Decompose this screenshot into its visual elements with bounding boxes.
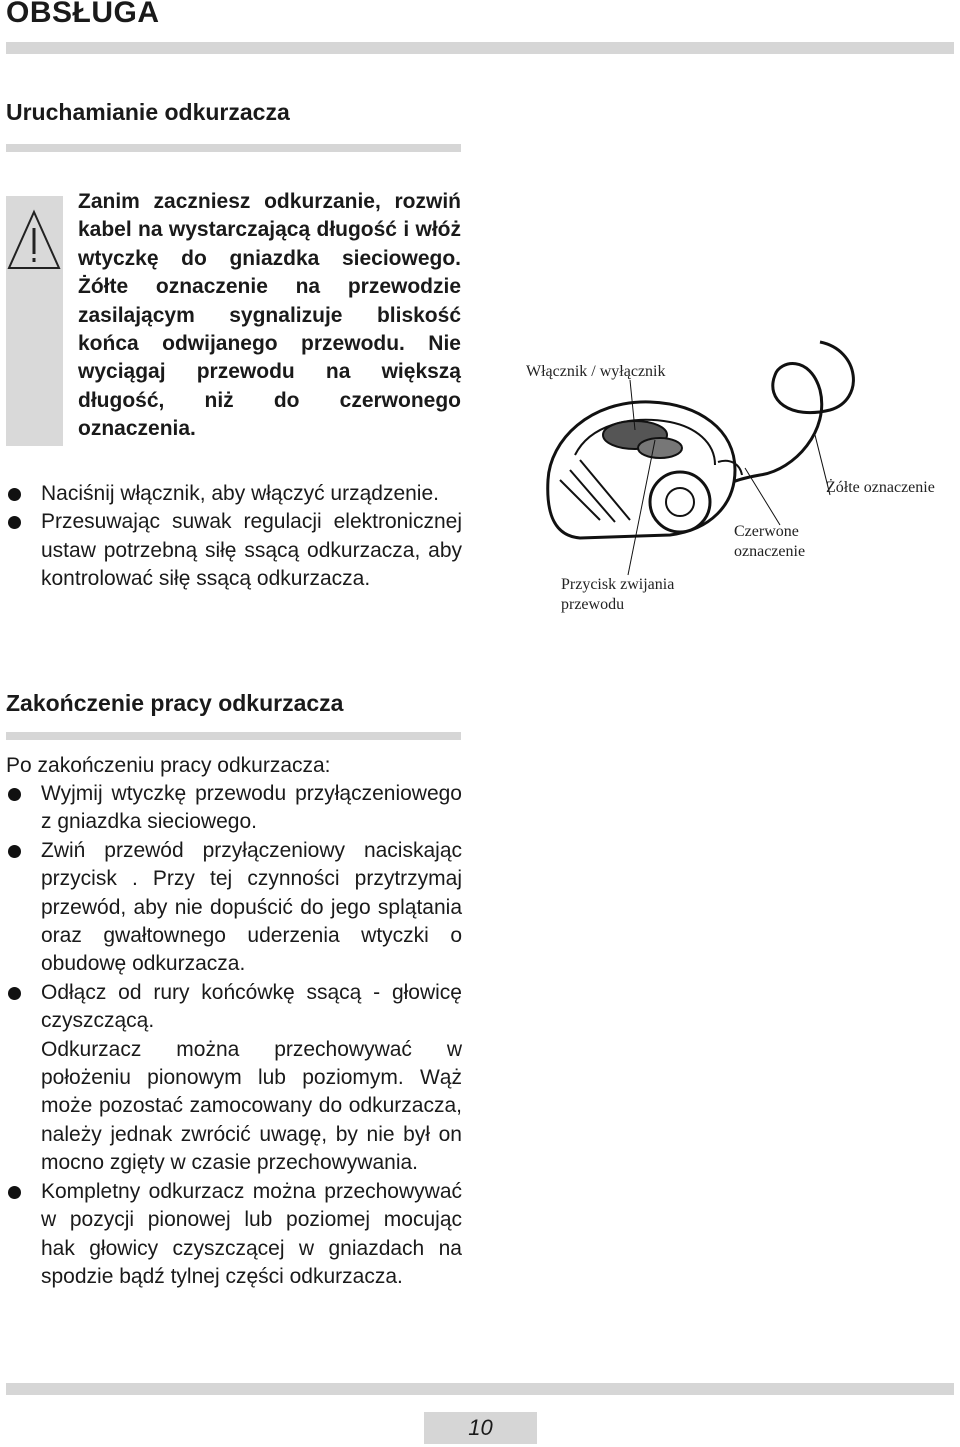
- section-title-finish: Zakończenie pracy odkurzacza: [6, 690, 344, 716]
- label-yellow-mark: Żółte oznaczenie: [826, 479, 935, 496]
- finish-steps-list: [6, 780, 462, 1291]
- warning-triangle-icon: [6, 206, 63, 286]
- label-power-switch: Włącznik / wyłącznik: [526, 363, 666, 380]
- finish-intro: Po zakończeniu pracy odkurzacza:: [6, 754, 331, 777]
- section-title-start: Uruchamianie odkurzacza: [6, 99, 290, 125]
- page-title: OBSŁUGA: [6, 0, 160, 29]
- page-number: 10: [424, 1412, 537, 1444]
- section-divider-finish: [6, 732, 461, 740]
- start-steps-list: [6, 480, 462, 594]
- list-item: Przesuwając suwak regulacji elektronicznej ustaw potrzebną siłę ssącą odkurzacza, aby kontrolować siłę ssącą odkurzacza.: [6, 508, 462, 593]
- warning-box: [6, 196, 63, 446]
- list-item: Naciśnij włącznik, aby włączyć urządzenie.: [6, 480, 462, 508]
- footer-divider: [6, 1383, 954, 1395]
- label-cable-rewind-button: Przycisk zwijania przewodu: [561, 576, 675, 613]
- list-item: Odłącz od rury końcówkę ssącą - głowicę czyszczącą.: [6, 979, 462, 1036]
- list-item: Zwiń przewód przyłączeniowy naciskając przycisk . Przy tej czynności przytrzymaj przewód, aby nie dopuścić do jego splątania oraz gwałtownego uderzenia wtyczki o obudowę odkurzacza.: [6, 837, 462, 979]
- section-divider-start: [6, 144, 461, 152]
- header-divider: [6, 42, 954, 54]
- list-item: Odkurzacz można przechowywać w położeniu pionowym lub poziomym. Wąż może pozostać zamocowany do odkurzacza, należy jednak zwrócić uwagę, by nie był on mocno zgięty w czasie przechowywania.: [41, 1037, 462, 1175]
- warning-text: Zanim zaczniesz odkurzanie, rozwiń kabel na wystarczającą długość i włóż wtyczkę do gniazdka sieciowego. Żółte oznaczenie na przewodzie zasilającym sygnalizuje bliskość końca odwijanego przewodu. Nie wyciągaj przewodu na większą długość, niż do czerwonego oznaczenia.: [78, 190, 461, 441]
- label-red-mark: Czerwone oznaczenie: [734, 523, 806, 560]
- list-item: Wyjmij wtyczkę przewodu przyłączeniowego z gniazdka sieciowego.: [6, 780, 462, 837]
- list-item: Kompletny odkurzacz można przechowywać w pozycji pionowej lub poziomej mocując hak głowicy czyszczącej w gniazdach na spodzie bądź tylnej części odkurzacza.: [6, 1178, 462, 1292]
